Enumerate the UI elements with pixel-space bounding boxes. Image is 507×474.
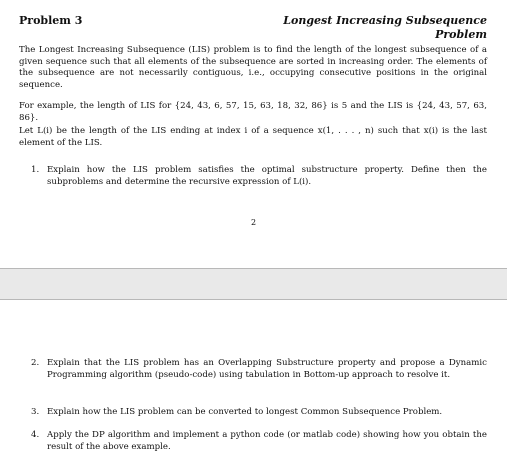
- question-text: Explain how the LIS problem satisfies the optimal substructure property. Define then the subproblems and determine the recursive expression of L(i).: [47, 165, 487, 187]
- question-text: Explain how the LIS problem can be converted to longest Common Subsequence Problem.: [47, 407, 443, 417]
- question-number: 2.: [31, 358, 40, 368]
- question-text: Explain that the LIS problem has an Overlapping Substructure property and propose a Dynamic Programming algorithm (pseudo-code) using tabulation in Bottom-up approach to resolve it.: [47, 358, 487, 380]
- example-paragraph: For example, the length of LIS for {24, 43, 6, 57, 15, 63, 18, 32, 86} is 5 and the LIS is {24, 43, 57, 63, 86}.: [19, 101, 487, 123]
- question-number: 1.: [31, 165, 40, 175]
- question-number: 4.: [31, 430, 40, 440]
- intro-paragraph: The Longest Increasing Subsequence (LIS) problem is to find the length of the longest subsequence of a given sequence such that all elements of the subsequence are sorted in increasing order. The elements of the subsequence are not necessarily contiguous, i.e., occupying consecutive positions in the original sequence.: [19, 45, 487, 90]
- question-3: [31, 407, 487, 419]
- problem-header: [19, 14, 487, 44]
- definition-paragraph: Let L(i) be the length of the LIS ending at index i of a sequence x(1, . . . , n) such that x(i) is the last element of the LIS.: [19, 126, 487, 148]
- problem-title: Longest Increasing Subsequence Problem: [283, 14, 487, 41]
- question-text: Apply the DP algorithm and implement a python code (or matlab code) showing how you obtain the result of the above example.: [47, 430, 487, 452]
- question-number: 3.: [31, 407, 40, 417]
- question-1: [31, 165, 487, 188]
- page-number: 2: [250, 218, 257, 227]
- page-break: [0, 268, 507, 300]
- problem-label: Problem 3: [19, 14, 83, 27]
- page-two: [0, 300, 507, 474]
- question-2: [31, 358, 487, 381]
- question-4: [31, 430, 487, 453]
